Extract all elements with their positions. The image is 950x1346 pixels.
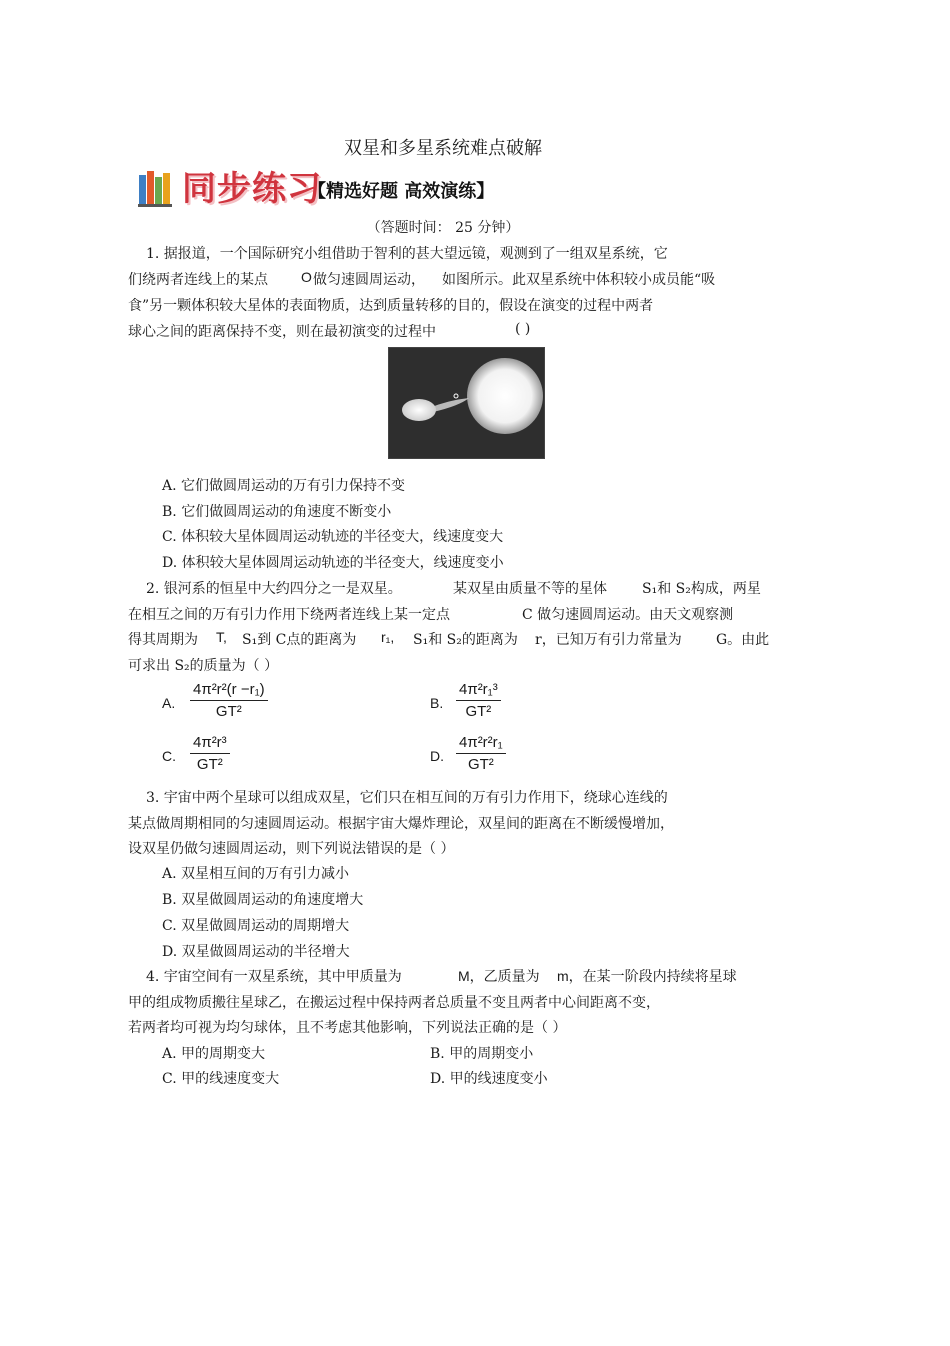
q1-answer-blank: ( ): [515, 321, 531, 337]
q2-option-c-denominator: GT²: [196, 756, 223, 773]
q2-line-3f: r，已知万有引力常量为: [535, 632, 682, 648]
q4-line-2: 甲的组成物质搬往星球乙，在搬运过程中保持两者总质量不变且两者中心间距离不变，: [128, 995, 660, 1011]
answer-time: （答题时间： 25 分钟）: [366, 220, 520, 236]
q2-option-d-denominator: GT²: [467, 756, 494, 773]
q1-option-d: D. 体积较大星体圆周运动轨迹的半径变大，线速度变小: [162, 555, 504, 571]
binary-star-photo: [388, 347, 545, 459]
q2-line-3g: G。由此: [716, 632, 770, 648]
document-title: 双星和多星系统难点破解: [344, 138, 542, 159]
q2-line-2b: C 做匀速圆周运动。由天文观察测: [522, 607, 734, 623]
q2-option-b-label: B.: [430, 695, 444, 711]
banner-heading: 同步练习: [182, 169, 322, 209]
binary-star-illustration: [389, 348, 544, 458]
q2-option-c-numerator: 4π²r³: [190, 734, 230, 754]
q2-line-3c: S₁到 C点的距离为: [242, 632, 357, 648]
q3-line-2: 某点做周期相同的匀速圆周运动。根据宇宙大爆炸理论，双星间的距离在不断缓慢增加，: [128, 816, 674, 832]
q4-line-1b: M，乙质量为: [458, 968, 540, 984]
q3-option-b: B. 双星做圆周运动的角速度增大: [162, 892, 364, 908]
q3-option-d: D. 双星做圆周运动的半径增大: [162, 944, 350, 960]
q2-option-a-numerator: 4π²r²(r −r₁): [190, 681, 268, 701]
q2-option-d-formula: [456, 734, 506, 773]
q2-option-c-label: C.: [162, 748, 176, 764]
q4-line-3: 若两者均可视为均匀球体，且不考虑其他影响，下列说法正确的是（ ）: [128, 1020, 567, 1036]
q2-line-3a: 得其周期为: [128, 632, 198, 648]
q2-option-d-label: D.: [430, 748, 444, 764]
q2-option-d-numerator: 4π²r²r₁: [456, 734, 506, 754]
q3-line-1: 3. 宇宙中两个星球可以组成双星，它们只在相互间的万有引力作用下，绕球心连线的: [146, 790, 668, 806]
q1-line-2b: O: [301, 269, 312, 285]
q2-line-3e: S₁和 S₂的距离为: [413, 632, 518, 648]
q3-option-a: A. 双星相互间的万有引力减小: [162, 866, 350, 882]
q2-option-a-formula: [190, 681, 268, 720]
q3-option-c: C. 双星做圆周运动的周期增大: [162, 918, 350, 934]
practice-banner: [138, 163, 495, 209]
q2-line-2a: 在相互之间的万有引力作用下绕两者连线上某一定点: [128, 607, 450, 623]
q2-option-b-denominator: GT²: [465, 703, 492, 720]
q2-line-4: 可求出 S₂的质量为（ ）: [128, 658, 279, 674]
q2-line-3b: T,: [216, 629, 227, 645]
q2-line-1b: 某双星由质量不等的星体: [453, 581, 607, 597]
q4-option-a: A. 甲的周期变大: [162, 1046, 266, 1062]
q1-line-1: 1. 据报道，一个国际研究小组借助于智利的甚大望远镜，观测到了一组双星系统，它: [146, 246, 668, 262]
q1-option-a: A. 它们做圆周运动的万有引力保持不变: [162, 478, 406, 494]
q2-option-a-label: A.: [162, 695, 176, 711]
q2-line-1c: S₁和 S₂构成，两星: [642, 581, 761, 597]
q1-option-b: B. 它们做圆周运动的角速度不断变小: [162, 504, 392, 520]
q3-line-3: 设双星仍做匀速圆周运动，则下列说法错误的是（ ）: [128, 841, 455, 857]
q1-line-2c: 做匀速圆周运动，: [313, 272, 425, 288]
q2-option-c-formula: [190, 734, 230, 773]
q2-line-3d: r₁,: [381, 629, 395, 645]
banner-subheading: 【精选好题 高效演练】: [308, 181, 495, 202]
books-icon: [138, 167, 174, 207]
q4-line-1a: 4. 宇宙空间有一双星系统，其中甲质量为: [146, 969, 402, 985]
q1-option-c: C. 体积较大星体圆周运动轨迹的半径变大，线速度变大: [162, 529, 504, 545]
q1-line-2a: 们绕两者连线上的某点: [128, 272, 268, 288]
q4-option-b: B. 甲的周期变小: [430, 1046, 534, 1062]
q2-line-1a: 2. 银河系的恒星中大约四分之一是双星。: [146, 581, 402, 597]
q1-line-2d: 如图所示。此双星系统中体积较小成员能“吸: [442, 272, 716, 288]
q4-option-d: D. 甲的线速度变小: [430, 1071, 548, 1087]
q2-option-a-denominator: GT²: [215, 703, 242, 720]
q4-option-c: C. 甲的线速度变大: [162, 1071, 280, 1087]
q4-line-1c: m，在某一阶段内持续将星球: [557, 968, 737, 984]
q1-line-3: 食”另一颗体积较大星体的表面物质，达到质量转移的目的，假设在演变的过程中两者: [128, 298, 654, 314]
q2-option-b-formula: [456, 681, 501, 720]
q1-line-4a: 球心之间的距离保持不变，则在最初演变的过程中: [128, 324, 436, 340]
q2-option-b-numerator: 4π²r₁³: [456, 681, 501, 701]
